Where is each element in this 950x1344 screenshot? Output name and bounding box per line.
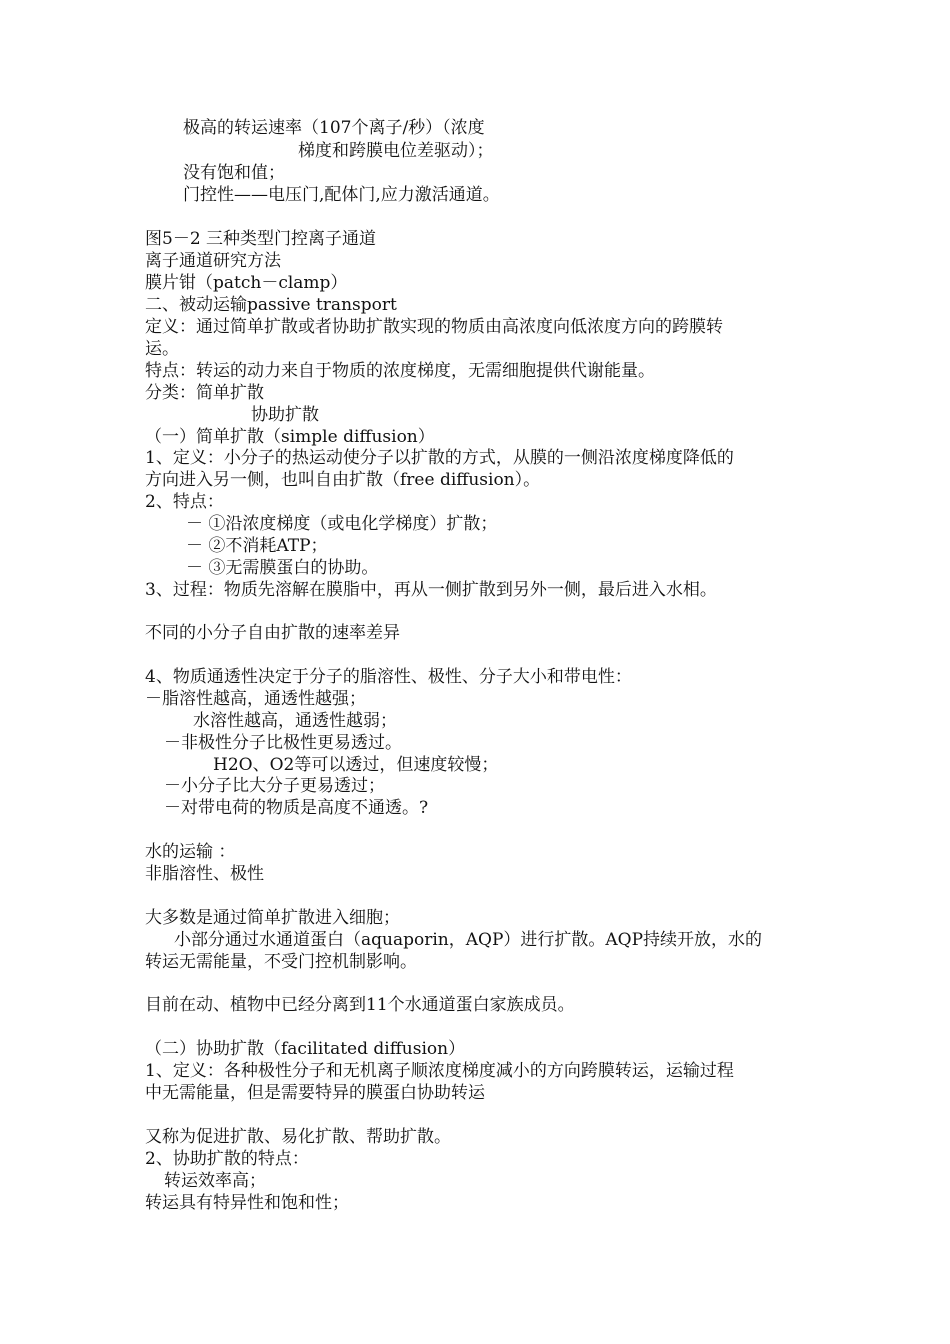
text-line: 4、物质通透性决定于分子的脂溶性、极性、分子大小和带电性： <box>145 667 632 687</box>
text-line: 又称为促进扩散、易化扩散、帮助扩散。 <box>145 1127 451 1147</box>
text-line: 离子通道研究方法 <box>145 251 281 271</box>
text-line: 目前在动、植物中已经分离到11个水通道蛋白家族成员。 <box>145 995 575 1015</box>
text-line: 不同的小分子自由扩散的速率差异 <box>145 623 400 643</box>
text-line: 非脂溶性、极性 <box>145 864 264 884</box>
text-line: －非极性分子比极性更易透过。 <box>164 733 402 753</box>
figure-caption: 图5－2 三种类型门控离子通道 <box>145 229 377 249</box>
section-heading: （二）协助扩散（facilitated diffusion） <box>145 1039 466 1059</box>
text-line: 小部分通过水通道蛋白（aquaporin，AQP）进行扩散。AQP持续开放，水的 <box>174 930 763 950</box>
text-line: －对带电荷的物质是高度不通透。? <box>164 798 429 818</box>
list-item: － ③无需膜蛋白的协助。 <box>186 558 379 578</box>
text-line: －小分子比大分子更易透过； <box>164 776 385 796</box>
text-line: 3、过程：物质先溶解在膜脂中，再从一侧扩散到另外一侧，最后进入水相。 <box>145 580 717 600</box>
text-line: 转运效率高； <box>164 1171 266 1191</box>
text-line: 水的运输 ： <box>145 842 236 862</box>
text-line: 定义：通过简单扩散或者协助扩散实现的物质由高浓度向低浓度方向的跨膜转 <box>145 317 723 337</box>
text-line: 中无需能量，但是需要特异的膜蛋白协助转运 <box>145 1083 485 1103</box>
text-line: 1、定义：小分子的热运动使分子以扩散的方式，从膜的一侧沿浓度梯度降低的 <box>145 448 734 468</box>
section-heading: （一）简单扩散（simple diffusion） <box>145 427 435 447</box>
text-line: 转运无需能量，不受门控机制影响。 <box>145 952 417 972</box>
text-line: 门控性——电压门,配体门,应力激活通道。 <box>183 185 500 205</box>
text-line: 特点：转运的动力来自于物质的浓度梯度，无需细胞提供代谢能量。 <box>145 361 655 381</box>
text-line: 分类：简单扩散 <box>145 383 264 403</box>
list-item: － ①沿浓度梯度（或电化学梯度）扩散； <box>186 514 498 534</box>
text-line: 2、协助扩散的特点： <box>145 1149 309 1169</box>
text-line: 协助扩散 <box>251 405 319 425</box>
text-line: 1、定义：各种极性分子和无机离子顺浓度梯度减小的方向跨膜转运，运输过程 <box>145 1061 734 1081</box>
text-line: 2、特点： <box>145 492 224 512</box>
text-line: －脂溶性越高，通透性越强； <box>145 689 366 709</box>
section-heading: 二、被动运输passive transport <box>145 295 397 315</box>
list-item: － ②不消耗ATP； <box>186 536 328 556</box>
text-line: 水溶性越高，通透性越弱； <box>193 711 397 731</box>
text-line: 梯度和跨膜电位差驱动）； <box>298 141 494 161</box>
text-line: 没有饱和值； <box>183 163 285 183</box>
text-line: 方向进入另一侧，也叫自由扩散（free diffusion）。 <box>145 470 541 490</box>
text-line: 大多数是通过简单扩散进入细胞； <box>145 908 400 928</box>
text-line: 极高的转运速率（107个离子/秒）（浓度 <box>183 118 485 138</box>
text-line: 运。 <box>145 339 179 359</box>
text-line: 膜片钳（patch－clamp） <box>145 273 348 293</box>
text-line: H2O、O2等可以透过，但速度较慢； <box>213 755 499 775</box>
text-line: 转运具有特异性和饱和性； <box>145 1193 349 1213</box>
